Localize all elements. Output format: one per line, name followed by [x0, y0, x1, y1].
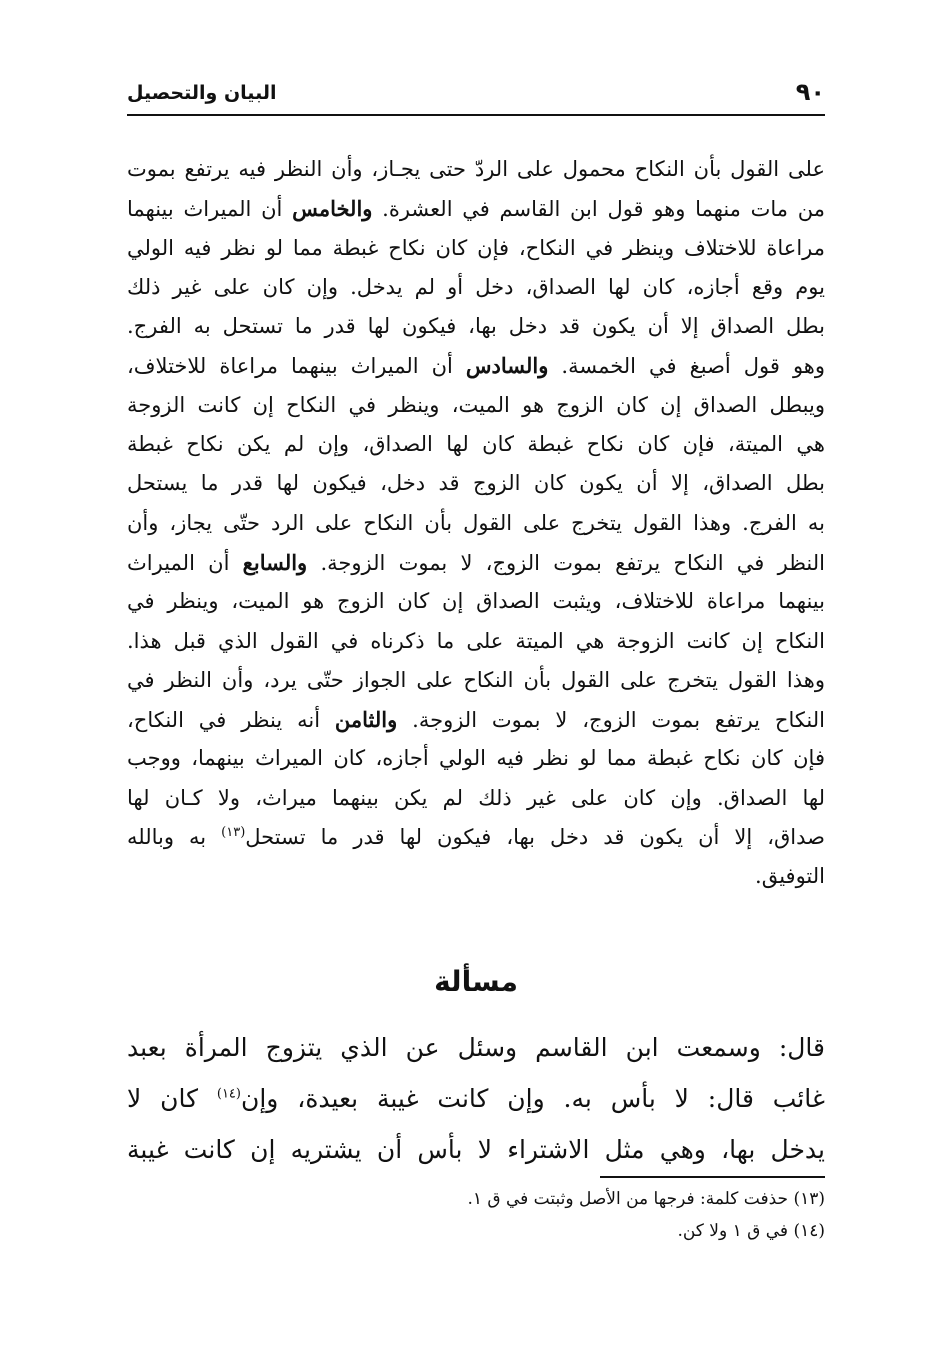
text-line — [127, 386, 825, 425]
text-line — [127, 189, 825, 228]
text-run: بطل الصداق إلا أن يكون قد دخل بها، فيكون لها قدر ما تستحل به الفرج. — [127, 314, 825, 339]
text-run: النكاح يرتفع بموت الزوج، لا بموت الزوجة. — [397, 708, 825, 733]
footnote-marker: (١٤) — [216, 1086, 241, 1102]
text-run: كان لا — [127, 1084, 217, 1113]
emphasis-term: والسابع — [242, 549, 308, 575]
text-line — [127, 346, 825, 385]
text-line — [127, 622, 825, 661]
text-line — [127, 818, 825, 857]
text-run: مراعاة للاختلاف وينظر في النكاح، فإن كان نكاح غبطة مما لو نظر فيه الولي — [127, 235, 825, 260]
text-run: يوم وقع أجازه، كان لها الصداق، دخل أو لم يدخل. وإن كان على غير ذلك — [127, 274, 825, 299]
text-line — [127, 1073, 825, 1124]
text-run: هي الميتة، فإن كان نكاح غبطة كان لها الصداق، وإن لم يكن نكاح غبطة — [127, 432, 825, 457]
text-line — [127, 857, 825, 896]
text-line — [127, 504, 825, 543]
text-run: على القول بأن النكاح محمول على الردّ حتى يجـاز، وأن النظر فيه يرتفع بموت — [127, 157, 825, 181]
main-paragraph — [127, 150, 825, 897]
text-run: بطل الصداق، إلا أن يكون كان الزوج قد دخل، فيكون لها قدر ما يستحل — [127, 471, 825, 496]
text-run: أنه ينظر في النكاح، — [127, 708, 335, 733]
text-line — [127, 307, 825, 346]
footnote-marker: (١٣) — [221, 825, 246, 841]
section-heading: مسألة — [434, 965, 518, 998]
text-line — [127, 268, 825, 307]
footnotes — [127, 1183, 825, 1247]
text-run: صداق، إلا أن يكون قد دخل بها، فيكون لها قدر ما تستحل — [245, 825, 825, 850]
text-run: لها الصداق. وإن كان على غير ذلك لم يكن بينهما ميراث، ولا كـان لها — [127, 785, 825, 810]
text-run: أن الميراث بينهما — [127, 197, 293, 222]
text-run: فإن كان نكاح غبطة مما لو نظر فيه الولي أجازه، كان الميراث بينهما، ووجب — [127, 746, 825, 771]
text-line — [127, 700, 825, 739]
emphasis-term: والخامس — [292, 196, 373, 222]
text-line — [127, 582, 825, 621]
text-run: وهو قول أصبغ في الخمسة. — [548, 354, 825, 379]
footnote-rule — [600, 1176, 825, 1178]
text-line — [127, 1022, 825, 1073]
text-run: وهذا القول يتخرج على القول بأن النكاح على الجواز حتّى يرد، وأن النظر في — [127, 667, 825, 692]
text-line — [127, 229, 825, 268]
page-header — [127, 76, 825, 114]
text-run: به وبالله — [127, 825, 222, 850]
text-line — [127, 739, 825, 778]
running-title: البيان والتحصيل — [127, 82, 277, 104]
text-line — [127, 779, 825, 818]
text-run: من مات منهما وهو قول ابن القاسم في العشرة. — [372, 197, 825, 222]
text-line — [127, 425, 825, 464]
text-run: قال: وسمعت ابن القاسم وسئل عن الذي يتزوج المرأة بعبد — [127, 1033, 825, 1062]
footnote-14: (١٤) في ق ١ ولا كن. — [677, 1221, 825, 1241]
text-run: النكاح إن كانت الزوجة هي الميتة على ما ذكرناه في القول الذي قبل هذا. — [127, 628, 825, 653]
text-run: النظر في النكاح يرتفع بموت الزوج، لا بموت الزوجة. — [307, 550, 825, 575]
page-number: ٩٠ — [795, 78, 825, 106]
text-run: التوفيق. — [755, 864, 825, 889]
text-line — [127, 661, 825, 700]
emphasis-term: والثامن — [334, 707, 398, 733]
footnote-13: (١٣) حذفت كلمة: فرجها من الأصل وثبتت في ق ١. — [467, 1189, 825, 1209]
text-run: غائب قال: لا بأس به. وإن كانت غيبة بعيدة، وإن — [241, 1084, 825, 1113]
text-run: أن الميراث — [127, 550, 243, 575]
emphasis-term: والسادس — [465, 353, 549, 379]
text-run: بينهما مراعاة للاختلاف، ويثبت الصداق إن كان الزوج هو الميت، وينظر في — [127, 589, 825, 614]
text-run: ويبطل الصداق إن كان الزوج هو الميت، وينظر في النكاح إن كانت الزوجة — [127, 392, 825, 417]
text-run: أن الميراث بينهما مراعاة للاختلاف، — [127, 354, 466, 379]
text-run: به الفرج. وهذا القول يتخرج على القول بأن النكاح على الرد حتّى يجاز، وأن — [127, 510, 825, 535]
text-run: يدخل بها، وهي مثل الاشتراء لا بأس أن يشتريه إن كانت غيبة — [127, 1135, 825, 1164]
text-line — [127, 1124, 825, 1175]
header-rule — [127, 114, 825, 116]
text-line — [127, 150, 825, 189]
question-paragraph — [127, 1022, 825, 1175]
text-line — [127, 464, 825, 503]
text-line — [127, 543, 825, 582]
